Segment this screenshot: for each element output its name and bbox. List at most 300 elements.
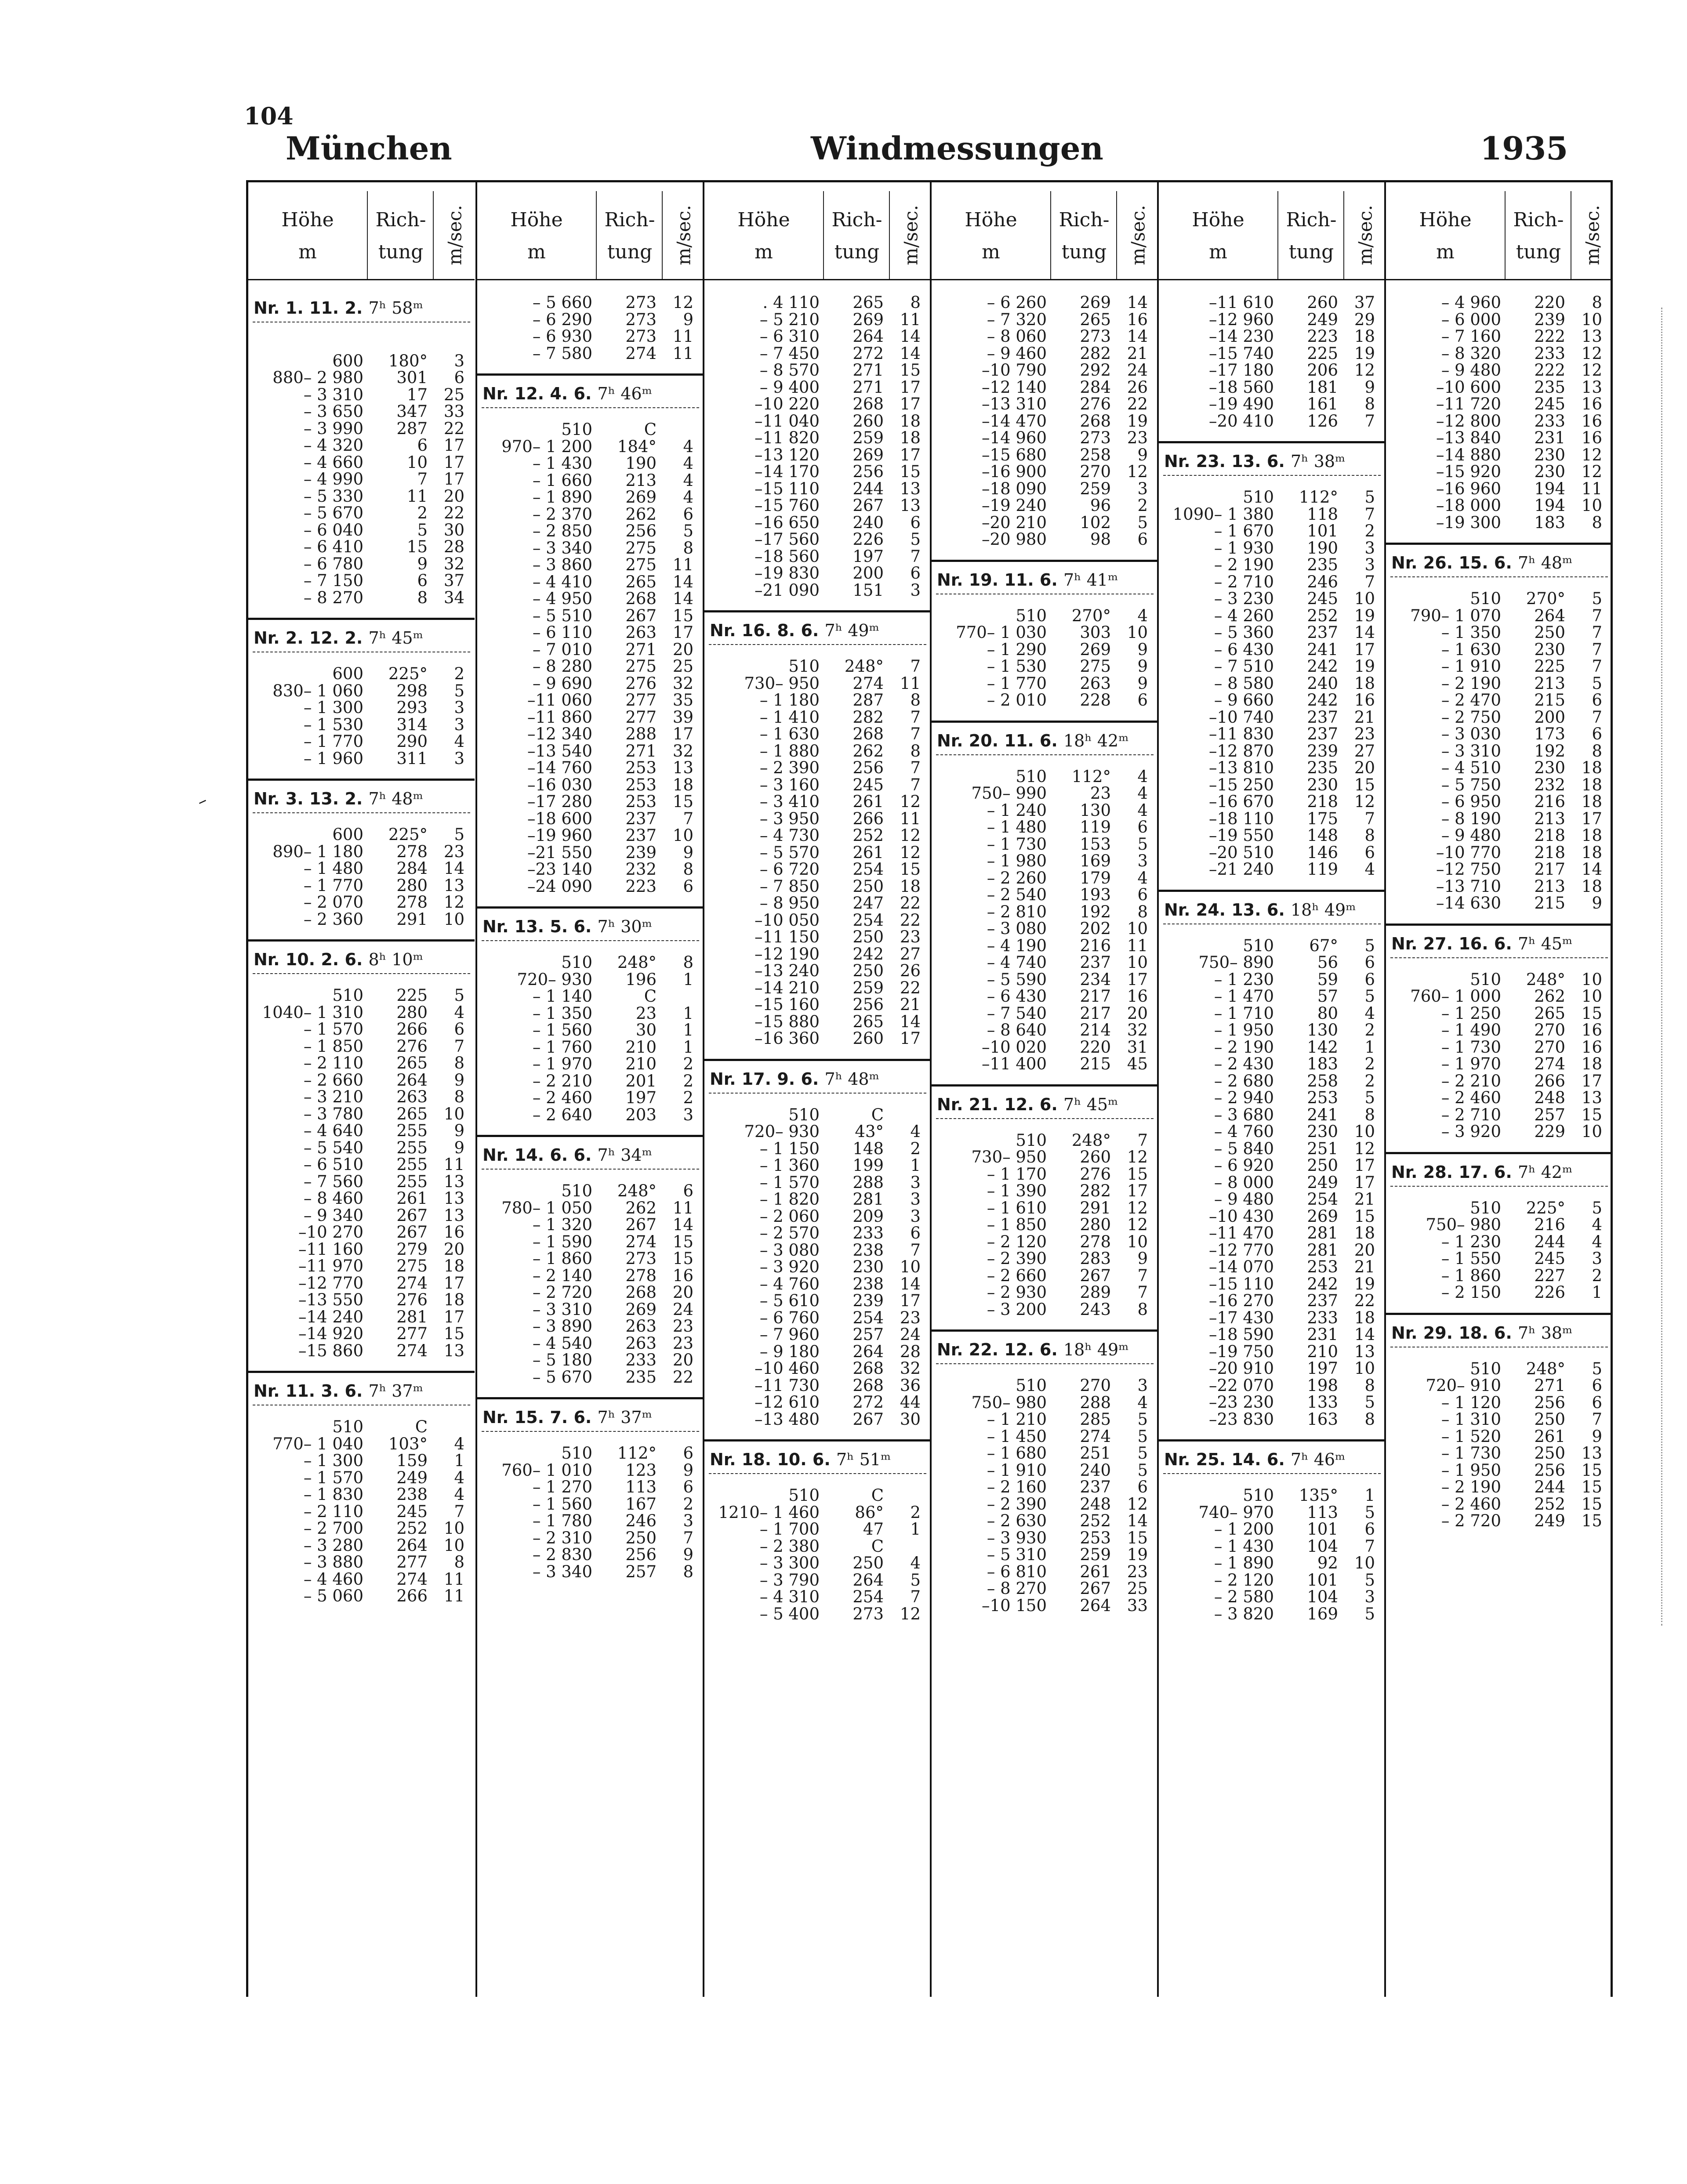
cell-direction: 244: [853, 479, 884, 498]
cell-direction: 244: [1534, 1232, 1565, 1251]
cell-speed: 14: [1127, 1511, 1148, 1530]
cell-height: – 2 370: [532, 504, 592, 524]
cell-speed: 1: [454, 1451, 464, 1470]
ascent-title: [1159, 448, 1385, 475]
cell-height: – 1 210: [987, 1410, 1047, 1429]
cell-direction: 190: [625, 454, 657, 473]
cell-height: – 1 140: [532, 987, 592, 1006]
cell-speed: 12: [1354, 361, 1375, 380]
cell-speed: 9: [1137, 445, 1148, 464]
cell-height: – 3 280: [303, 1536, 363, 1555]
cell-height: – 6 950: [1441, 792, 1501, 811]
table-row: [1386, 1377, 1612, 1394]
ascent-time: 7ʰ 51ᵐ: [836, 1450, 891, 1469]
cell-speed: 3: [1137, 851, 1148, 870]
ascent-time: 7ʰ 37ᵐ: [368, 1381, 423, 1401]
cell-direction: 222: [1534, 327, 1565, 346]
cell-speed: 20: [1354, 1240, 1375, 1260]
cell-direction: 265: [625, 572, 657, 591]
cell-speed: 20: [672, 640, 693, 659]
cell-direction: 240: [1307, 674, 1338, 693]
table-row: [1159, 1310, 1385, 1327]
ascent-record: [477, 913, 704, 1123]
cell-speed: 5: [1137, 834, 1148, 854]
cell-speed: 6: [1137, 530, 1148, 549]
cell-speed: 5: [910, 530, 921, 549]
cell-speed: 7: [683, 1528, 693, 1547]
cell-height: – 2 140: [532, 1266, 592, 1285]
header-title: Windmessungen: [811, 130, 1103, 167]
cell-height: – 9 340: [303, 1206, 363, 1225]
cell-direction: 274: [625, 1232, 657, 1251]
block-separator: [248, 939, 475, 942]
header-hoehe-unit: m: [982, 241, 1000, 263]
cell-speed: 23: [1127, 1562, 1148, 1581]
ascent-title: [704, 1065, 931, 1093]
cell-speed: 16: [672, 1266, 693, 1285]
table-row: [932, 1022, 1158, 1039]
cell-direction: 242: [1307, 691, 1338, 710]
cell-height: – 4 660: [303, 453, 363, 472]
cell-height: –15 740: [1209, 344, 1274, 363]
table-row: [704, 1310, 931, 1327]
cell-height: –14 920: [298, 1324, 363, 1343]
cell-height: 510: [332, 986, 363, 1005]
table-row: [477, 523, 704, 540]
cell-direction: 269: [853, 310, 884, 329]
cell-direction: 248°: [844, 657, 884, 676]
cell-direction: 226: [853, 530, 884, 549]
cell-direction: 278: [396, 842, 428, 861]
table-row: [704, 760, 931, 777]
cell-direction: 175: [1307, 809, 1338, 828]
header-richtung-label: Rich-: [375, 209, 426, 231]
cell-height: – 2 110: [303, 1054, 363, 1072]
cell-speed: 15: [672, 792, 693, 811]
cell-height: –13 550: [298, 1290, 363, 1309]
cell-speed: 16: [1581, 395, 1602, 413]
table-row: [1159, 1394, 1385, 1411]
cell-height: –18 560: [1209, 377, 1274, 397]
cell-height: – 2 660: [303, 1070, 363, 1090]
cell-height: – 1 590: [532, 1232, 592, 1251]
table-row: [932, 1530, 1158, 1547]
ascent-time: 7ʰ 37ᵐ: [597, 1408, 652, 1427]
cell-height: – 9 180: [759, 1342, 820, 1361]
cell-speed: 5: [1592, 674, 1602, 693]
cell-speed: 7: [454, 1036, 464, 1056]
cell-speed: 8: [454, 1054, 464, 1072]
cell-speed: 3: [1137, 1376, 1148, 1395]
cell-speed: 11: [672, 1198, 693, 1217]
table-row: [1159, 506, 1385, 523]
cell-direction: 163: [1307, 1409, 1338, 1429]
cell-speed: 9: [1137, 674, 1148, 693]
cell-height: –11 730: [755, 1376, 820, 1395]
cell-direction: 347: [396, 402, 428, 421]
table-row: [248, 505, 475, 522]
cell-height: – 4 640: [303, 1121, 363, 1140]
table-row: [248, 1326, 475, 1343]
cell-direction: 275: [625, 538, 657, 558]
cell-direction: 193: [1080, 885, 1111, 904]
title-rule: [253, 973, 470, 974]
ascent-title: [248, 624, 475, 652]
cell-speed: 13: [443, 1206, 464, 1225]
cell-height: –18 560: [755, 547, 820, 566]
column-header: [704, 191, 931, 280]
cell-height: – 5 540: [303, 1138, 363, 1157]
cell-direction: 169: [1080, 851, 1111, 870]
cell-direction: 254: [1307, 1190, 1338, 1209]
table-row: [1159, 557, 1385, 574]
header-hoehe-unit: m: [755, 241, 773, 263]
cell-height: – 5 060: [303, 1586, 363, 1605]
cell-speed: 15: [1354, 775, 1375, 794]
cell-height: – 2 460: [532, 1088, 592, 1107]
table-row: [1159, 1504, 1385, 1521]
cell-speed: 9: [1592, 1427, 1602, 1446]
table-row: [932, 1056, 1158, 1073]
cell-direction: 248°: [1071, 1130, 1111, 1150]
ascent-record: [704, 1065, 931, 1428]
table-row: [704, 447, 931, 464]
table-row: [1159, 1208, 1385, 1225]
cell-speed: 1: [910, 1520, 921, 1539]
table-row: [704, 328, 931, 345]
cell-speed: 7: [1364, 572, 1375, 591]
cell-speed: 6: [1592, 691, 1602, 710]
cell-speed: 28: [443, 537, 464, 556]
ascent-record: [932, 727, 1158, 1073]
ascent-time: 7ʰ 38ᵐ: [1518, 1323, 1573, 1343]
cell-direction: C: [871, 1536, 884, 1556]
cell-direction: 192: [1534, 741, 1565, 761]
cell-speed: 23: [672, 1317, 693, 1336]
cell-speed: 12: [1127, 1494, 1148, 1514]
table-row: [704, 1521, 931, 1538]
ascent-number-date: Nr. 18. 10. 6.: [710, 1450, 836, 1469]
table-row: [1159, 1538, 1385, 1555]
table-row: [704, 996, 931, 1014]
cell-direction: 101: [1307, 1570, 1338, 1590]
table-row: [1386, 514, 1612, 532]
cell-direction: 235: [1534, 377, 1565, 397]
table-row: [1386, 590, 1612, 608]
cell-height: – 2 380: [759, 1536, 820, 1556]
cell-height: –10 050: [755, 910, 820, 930]
cell-speed: 32: [900, 1359, 921, 1378]
cell-direction: 277: [625, 707, 657, 727]
cell-direction: 181: [1307, 377, 1338, 397]
cell-direction: 118: [1307, 504, 1338, 524]
cell-speed: 10: [1354, 589, 1375, 608]
cell-height: – 1 470: [1214, 987, 1274, 1006]
cell-speed: 7: [1592, 1410, 1602, 1429]
cell-height: –14 240: [298, 1307, 363, 1326]
cell-speed: 22: [900, 910, 921, 930]
cell-height: – 5 400: [759, 1604, 820, 1623]
cell-speed: 4: [454, 732, 464, 751]
table-row: [1386, 464, 1612, 481]
table-row: [932, 819, 1158, 836]
header-richtung: [1050, 191, 1117, 279]
cell-height: – 3 920: [1441, 1122, 1501, 1141]
table-row: [1159, 311, 1385, 329]
table-row: [248, 1419, 475, 1436]
table-row: [1386, 675, 1612, 692]
right-margin-dots: [1661, 308, 1664, 1626]
cell-speed: 14: [672, 589, 693, 608]
block-separator: [477, 1397, 704, 1399]
header-msec: [1571, 191, 1613, 279]
cell-height: – 2 540: [987, 885, 1047, 904]
ascent-record: [248, 785, 475, 928]
cell-direction: 293: [396, 698, 428, 717]
cell-height: – 5 570: [759, 843, 820, 862]
cell-speed: 4: [1137, 1393, 1148, 1412]
cell-speed: 13: [900, 496, 921, 515]
cell-direction: 255: [396, 1155, 428, 1174]
cell-direction: 278: [625, 1266, 657, 1285]
cell-speed: 14: [1354, 1325, 1375, 1344]
cell-height: – 1 770: [303, 876, 363, 895]
cell-direction: 230: [1534, 462, 1565, 481]
cell-height: – 2 680: [1214, 1071, 1274, 1090]
table-row: [477, 1530, 704, 1547]
cell-height: – 2 390: [987, 1249, 1047, 1268]
cell-direction: 180°: [388, 351, 428, 370]
cell-direction: 11: [406, 486, 428, 506]
block-separator: [932, 1329, 1158, 1332]
cell-speed: 4: [910, 1554, 921, 1572]
block-separator: [477, 1135, 704, 1137]
table-row: [704, 1123, 931, 1141]
cell-speed: 6: [454, 1020, 464, 1039]
cell-height: – 1 710: [1214, 1003, 1274, 1023]
cell-direction: 237: [1080, 953, 1111, 972]
cell-height: – 7 960: [759, 1325, 820, 1344]
ascent-title: [1386, 930, 1612, 957]
cell-height: – 3 210: [303, 1087, 363, 1106]
cell-height: – 6 430: [1214, 640, 1274, 659]
cell-speed: 17: [900, 445, 921, 464]
cell-speed: 7: [910, 758, 921, 777]
table-row: [932, 870, 1158, 887]
cell-height: 890– 1 180: [272, 842, 363, 861]
table-row: [932, 514, 1158, 532]
cell-speed: 7: [1364, 411, 1375, 431]
cell-direction: 248: [1080, 1494, 1111, 1514]
ascent-time: 7ʰ 49ᵐ: [824, 621, 879, 640]
cell-speed: 17: [900, 1291, 921, 1310]
cell-speed: 7: [1592, 707, 1602, 727]
cell-height: 510: [1243, 1486, 1274, 1505]
cell-speed: 7: [683, 809, 693, 828]
table-row: [704, 464, 931, 481]
cell-height: –15 760: [755, 496, 820, 515]
cell-direction: 267: [1080, 1579, 1111, 1598]
cell-direction: 146: [1307, 843, 1338, 862]
cell-direction: 268: [853, 395, 884, 413]
cell-height: –22 070: [1209, 1376, 1274, 1395]
cell-direction: 281: [1307, 1224, 1338, 1242]
ascent-title: [932, 566, 1158, 594]
table-row: [477, 954, 704, 971]
cell-height: – 1 570: [759, 1173, 820, 1192]
cell-speed: 8: [683, 538, 693, 558]
cell-direction: 263: [1080, 674, 1111, 693]
header-richtung-label2: tung: [1288, 241, 1334, 263]
cell-height: –10 220: [755, 395, 820, 413]
ascent-number-date: Nr. 26. 15. 6.: [1391, 553, 1518, 572]
table-row: [932, 1597, 1158, 1615]
cell-speed: 10: [443, 909, 464, 929]
cell-height: – 1 970: [532, 1054, 592, 1073]
cell-height: – 1 290: [987, 640, 1047, 659]
cell-height: – 3 990: [303, 419, 363, 438]
ascent-title: [477, 1404, 704, 1431]
cell-direction: 232: [625, 860, 657, 879]
table-row: [704, 1360, 931, 1377]
table-row: [1159, 1039, 1385, 1056]
ascent-record: [477, 380, 704, 895]
header-hoehe: [1386, 209, 1505, 263]
ascent-record: [1386, 294, 1612, 531]
cell-direction: 257: [625, 1562, 657, 1581]
table-row: [248, 403, 475, 420]
cell-direction: 271: [853, 361, 884, 380]
cell-speed: 21: [1127, 344, 1148, 363]
cell-direction: 153: [1080, 834, 1111, 854]
cell-height: – 7 850: [759, 876, 820, 896]
table-row: [932, 692, 1158, 709]
cell-height: – 2 210: [532, 1071, 592, 1090]
cell-speed: 22: [443, 419, 464, 438]
cell-speed: 12: [1581, 361, 1602, 380]
table-row: [704, 1259, 931, 1276]
table-row: [248, 556, 475, 573]
cell-speed: 35: [672, 691, 693, 710]
cell-height: –10 770: [1436, 843, 1501, 862]
table-row: [248, 1021, 475, 1038]
cell-height: – 9 400: [759, 377, 820, 397]
column-blocks: [477, 294, 704, 1580]
table-row: [932, 954, 1158, 971]
cell-speed: 6: [1364, 953, 1375, 972]
table-row: [477, 988, 704, 1005]
cell-speed: 4: [1364, 860, 1375, 879]
cell-speed: 6: [1137, 818, 1148, 837]
cell-speed: 3: [454, 749, 464, 768]
cell-height: – 6 510: [303, 1155, 363, 1174]
cell-direction: 284: [396, 859, 428, 878]
cell-direction: 271: [1534, 1376, 1565, 1395]
cell-speed: 14: [1354, 623, 1375, 642]
table-row: [704, 311, 931, 329]
cell-height: 790– 1 070: [1410, 606, 1501, 625]
table-row: [932, 1234, 1158, 1251]
table-row: [704, 396, 931, 413]
cell-speed: 10: [1581, 310, 1602, 329]
table-row: [1386, 1056, 1612, 1073]
cell-direction: 247: [853, 894, 884, 913]
table-row: [1159, 489, 1385, 506]
cell-speed: 33: [1127, 1596, 1148, 1615]
cell-speed: 3: [683, 1511, 693, 1530]
cell-height: – 5 590: [987, 970, 1047, 989]
cell-direction: 229: [1534, 1122, 1565, 1141]
cell-direction: 213: [625, 471, 657, 490]
cell-speed: 18: [1354, 1308, 1375, 1327]
cell-direction: 270°: [1526, 589, 1565, 608]
cell-speed: 5: [1364, 1604, 1375, 1623]
cell-direction: C: [871, 1486, 884, 1505]
cell-speed: 13: [443, 1172, 464, 1191]
cell-height: – 3 080: [987, 919, 1047, 938]
cell-direction: 267: [396, 1223, 428, 1242]
cell-speed: 27: [1354, 741, 1375, 761]
ascent-title: [248, 1377, 475, 1405]
cell-speed: 16: [1581, 428, 1602, 447]
cell-direction: 274: [396, 1569, 428, 1589]
table-row: [1386, 1073, 1612, 1090]
cell-height: –13 240: [755, 961, 820, 980]
cell-direction: 267: [625, 606, 657, 625]
table-row: [704, 878, 931, 895]
cell-speed: 28: [900, 1342, 921, 1361]
cell-speed: 10: [1581, 496, 1602, 515]
header-richtung: [596, 191, 663, 279]
cell-height: – 2 640: [532, 1105, 592, 1124]
cell-height: 600: [332, 351, 363, 370]
cell-direction: 119: [1307, 860, 1338, 879]
cell-height: – 2 190: [1214, 555, 1274, 574]
cell-speed: 23: [1127, 428, 1148, 447]
table-row: [248, 1224, 475, 1241]
cell-direction: 279: [396, 1239, 428, 1259]
cell-height: –17 180: [1209, 361, 1274, 380]
block-separator: [1159, 1439, 1385, 1442]
table-row: [1386, 1462, 1612, 1479]
cell-speed: 3: [910, 1173, 921, 1192]
cell-speed: 12: [672, 293, 693, 312]
cell-direction: 273: [625, 327, 657, 346]
table-row: [477, 1268, 704, 1285]
cell-direction: 255: [396, 1121, 428, 1140]
cell-direction: 288: [853, 1173, 884, 1192]
cell-direction: 285: [1080, 1410, 1111, 1429]
cell-direction: 237: [1307, 623, 1338, 642]
table-row: [932, 920, 1158, 938]
table-row: [932, 802, 1158, 819]
cell-direction: 6: [417, 571, 428, 590]
header-richtung-label2: tung: [1516, 241, 1561, 263]
cell-direction: 240: [853, 513, 884, 532]
cell-direction: 291: [1080, 1198, 1111, 1217]
cell-height: 510: [561, 420, 592, 439]
table-row: [1159, 793, 1385, 811]
block-separator: [1159, 890, 1385, 892]
header-msec: [1343, 191, 1386, 279]
table-row: [704, 844, 931, 862]
cell-height: – 5 670: [532, 1367, 592, 1387]
cell-direction: 101: [1307, 1520, 1338, 1539]
table-row: [248, 1190, 475, 1207]
table-row: [1159, 1555, 1385, 1572]
cell-direction: 222: [1534, 361, 1565, 380]
table-row: [704, 1208, 931, 1225]
